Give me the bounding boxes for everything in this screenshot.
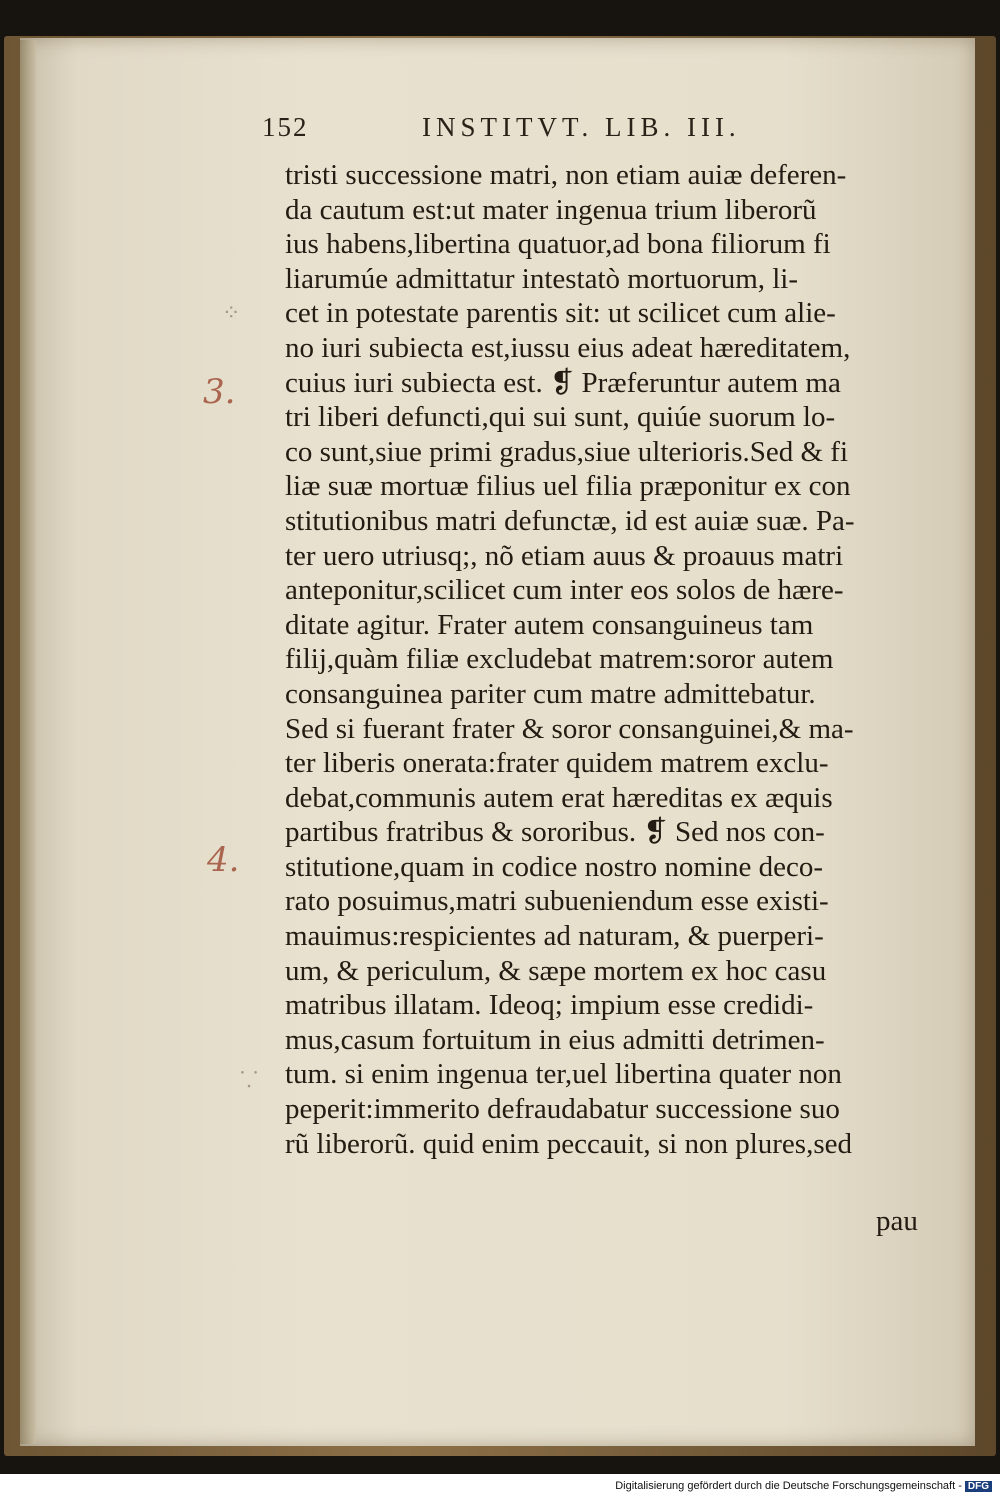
text-line: da cautum est:ut mater ingenua trium liberorũ [285, 193, 817, 226]
text-line: mauimus:respicientes ad naturam, & puerperi- [285, 920, 824, 953]
text-line: rũ liberorũ. quid enim peccauit, si non plures,sed [285, 1127, 852, 1160]
text-line: cet in potestate parentis sit: ut scilicet cum alie- [285, 297, 836, 330]
text-line: tristi successione matri, non etiam auiæ deferen- [285, 159, 847, 191]
text-line: Sed si fuerant frater & soror consanguinei,& ma- [285, 712, 854, 745]
text-line: liarumúe admittatur intestatò mortuorum, li- [285, 262, 799, 295]
running-title: INSTITVT. LIB. III. [422, 112, 741, 142]
text-line: matribus illatam. Ideoq; impium esse credidi- [285, 989, 814, 1022]
text-line: anteponitur,scilicet cum inter eos solos de hære- [285, 574, 844, 607]
margin-stain: ⁘ [222, 300, 241, 325]
marginal-note-4: 4. [207, 840, 240, 880]
text-line: consanguinea pariter cum matre admittebatur. [285, 677, 816, 710]
text-line: tum. si enim ingenua ter,uel libertina quater non [285, 1058, 842, 1091]
text-line: peperit:immerito defraudabatur successione suo [285, 1093, 840, 1126]
text-line: stitutionibus matri defunctæ, id est auiæ suæ. Pa- [285, 504, 855, 537]
text-line: cuius iuri subiecta est. ❡ Præferuntur autem ma [285, 366, 841, 399]
footer-credit [560, 1480, 992, 1496]
text-line: um, & periculum, & sæpe mortem ex hoc casu [285, 954, 827, 987]
text-line: rato posuimus,matri subueniendum esse existi- [285, 885, 829, 918]
catchword: pau [876, 1205, 918, 1237]
body-text [285, 158, 945, 1161]
text-line: stitutione,quam in codice nostro nomine deco- [285, 850, 823, 883]
text-line: ius habens,libertina quatuor,ad bona filiorum fi [285, 228, 831, 261]
text-line: co sunt,siue primi gradus,siue ulterioris.Sed & fi [285, 435, 849, 468]
text-line: mus,casum fortuitum in eius admitti detrimen- [285, 1023, 825, 1056]
text-line: partibus fratribus & sororibus. ❡ Sed nos con- [285, 816, 825, 849]
dfg-logo-icon: DFG [965, 1481, 992, 1492]
text-line: ter uero utriusq;, nõ etiam auus & proauus matri [285, 539, 844, 572]
page-gutter [20, 40, 36, 1444]
marginal-note-3: 3. [203, 372, 236, 412]
text-line: tri liberi defuncti,qui sui sunt, quiúe suorum lo- [285, 401, 836, 434]
text-line: no iuri subiecta est,iussu eius adeat hæreditatem, [285, 331, 851, 364]
running-head [262, 112, 822, 152]
text-line: ditate agitur. Frater autem consanguineus tam [285, 608, 814, 641]
text-line: ter liberis onerata:frater quidem matrem exclu- [285, 747, 829, 780]
margin-stain: ⸪ [240, 1067, 259, 1092]
text-line: filij,quàm filiæ excludebat matrem:soror autem [285, 643, 834, 676]
text-line: liæ suæ mortuæ filius uel filia præponitur ex con [285, 470, 851, 503]
text-line: debat,communis autem erat hæreditas ex æquis [285, 781, 833, 814]
folio-number: 152 [262, 112, 309, 142]
footer-text: Digitalisierung gefördert durch die Deutsche Forschungsgemeinschaft - [615, 1480, 962, 1492]
